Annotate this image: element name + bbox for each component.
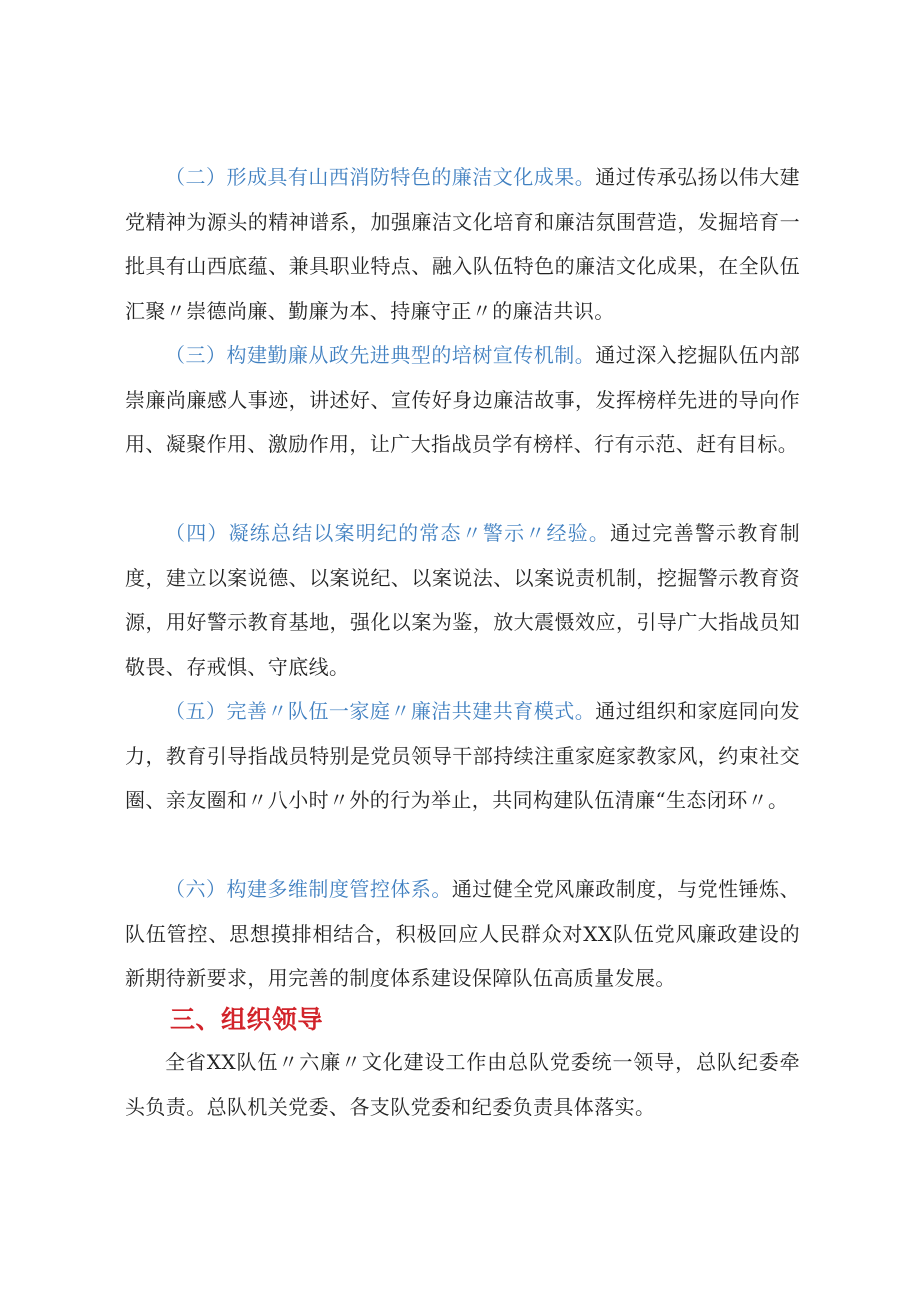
paragraph-2-body: 通过传承弘扬以伟大建党精神为源头的精神谱系，加强廉洁文化培育和廉洁氛围营造，发掘培育一批具有山西底蕴、兼具职业特点、融入队伍特色的廉洁文化成果，在全队伍汇聚〃崇德尚廉、勤廉为本、持廉守正〃的廉洁共识。 <box>125 165 800 323</box>
section-paragraph: 全省XX队伍〃六廉〃文化建设工作由总队党委统一领导，总队纪委牵头负责。总队机关党委、各支队党委和纪委负责具体落实。 <box>125 1050 800 1119</box>
paragraph-6-body: 通过健全党风廉政制度，与党性锤炼、队伍管控、思想摸排相结合，积极回应人民群众对XX队伍党风廉政建设的新期待新要求，用完善的制度体系建设保障队伍高质量发展。 <box>125 877 800 990</box>
paragraph-3 <box>125 333 800 467</box>
paragraph-2-lead: （二）形成具有山西消防特色的廉洁文化成果。 <box>165 165 596 189</box>
paragraph-5-body: 通过组织和家庭同向发力，教育引导指战员特别是党员领导干部持续注重家庭家教家风，约束社交圈、亲友圈和〃八小时〃外的行为举止，共同构建队伍清廉“生态闭环〃。 <box>125 699 800 812</box>
paragraph-4 <box>125 511 800 689</box>
paragraph-4-lead: （四）凝练总结以案明纪的常态〃警示〃经验。 <box>165 521 611 545</box>
paragraph-3-body: 通过深入挖掘队伍内部崇廉尚廉感人事迹，讲述好、宣传好身边廉洁故事，发挥榜样先进的导向作用、凝聚作用、激励作用，让广大指战员学有榜样、行有示范、赶有目标。 <box>125 343 800 456</box>
paragraph-3-lead: （三）构建勤廉从政先进典型的培树宣传机制。 <box>165 343 596 367</box>
paragraph-6-lead: （六）构建多维制度管控体系。 <box>165 877 452 901</box>
paragraph-5-lead: （五）完善〃队伍一家庭〃廉洁共建共育模式。 <box>165 699 596 723</box>
paragraph-6 <box>125 867 800 1001</box>
paragraph-2 <box>125 155 800 333</box>
section-heading: 三、组织领导 <box>170 1005 324 1034</box>
paragraph-5 <box>125 689 800 823</box>
paragraph-4-body: 通过完善警示教育制度，建立以案说德、以案说纪、以案说法、以案说责机制，挖掘警示教育资源，用好警示教育基地，强化以案为鉴，放大震慑效应，引导广大指战员知敬畏、存戒惧、守底线。 <box>125 521 800 679</box>
